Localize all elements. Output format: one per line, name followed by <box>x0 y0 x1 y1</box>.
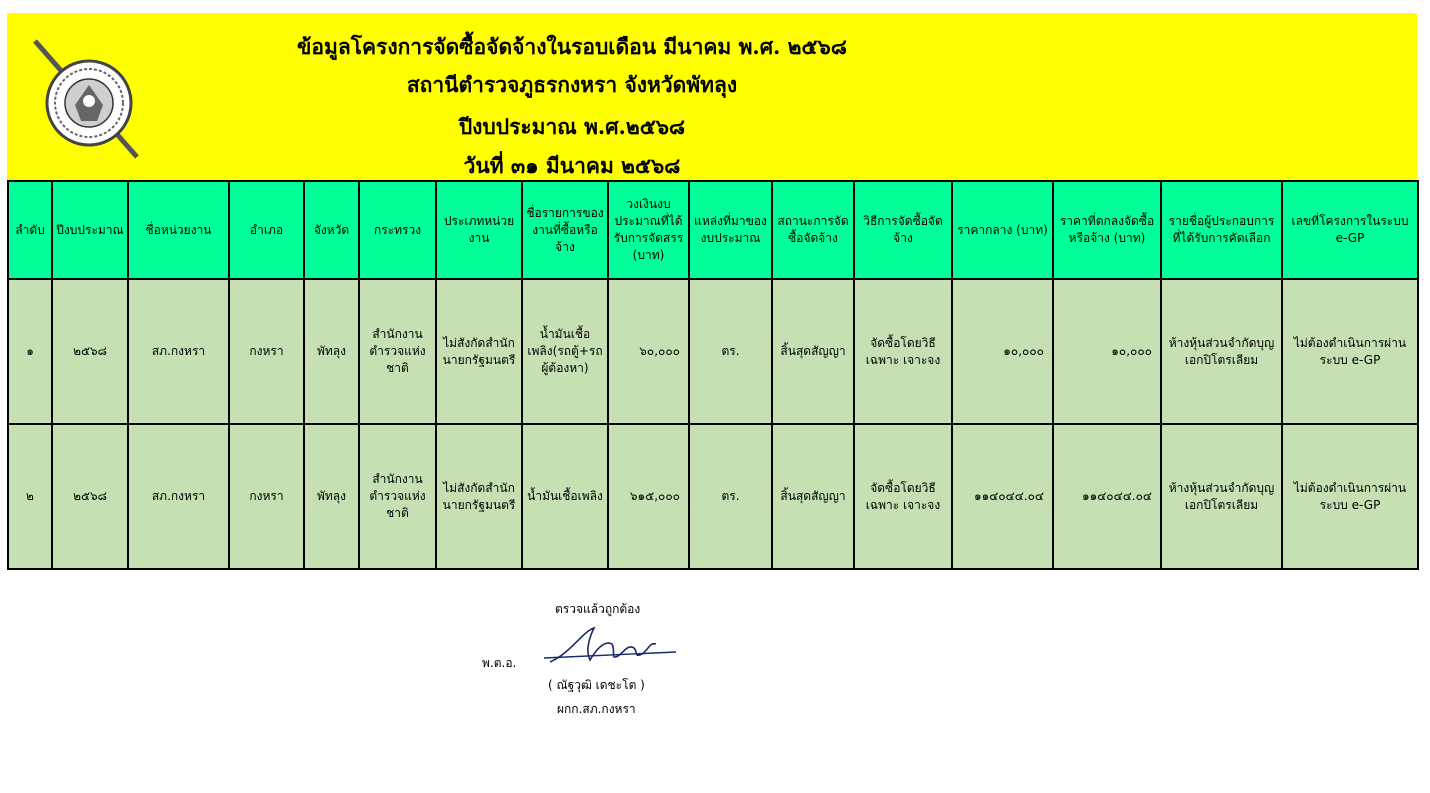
cell-status: สิ้นสุดสัญญา <box>772 424 854 569</box>
cell-vendor: ห้างหุ้นส่วนจำกัดบุญเอกปิโตรเลียม <box>1161 279 1282 424</box>
cell-status: สิ้นสุดสัญญา <box>772 279 854 424</box>
title-line-fiscal-year: ปีงบประมาณ พ.ศ.๒๕๖๘ <box>458 114 686 139</box>
cell-fiscal-year: ๒๕๖๘ <box>52 279 128 424</box>
cell-agency: สภ.กงหรา <box>128 279 229 424</box>
cell-fiscal-year: ๒๕๖๘ <box>52 424 128 569</box>
cell-egp-number: ไม่ต้องดำเนินการผ่านระบบ e-GP <box>1282 424 1418 569</box>
column-header: กระทรวง <box>359 181 436 279</box>
cell-budget-source: ตร. <box>689 424 772 569</box>
signer-name: ( ณัฐวุฒิ เดชะโต ) <box>548 678 645 692</box>
column-header: แหล่งที่มาของงบประมาณ <box>689 181 772 279</box>
cell-district: กงหรา <box>229 279 304 424</box>
cell-order: ๒ <box>8 424 52 569</box>
signature-block <box>470 600 690 720</box>
column-header: เลขที่โครงการในระบบ e-GP <box>1282 181 1418 279</box>
signer-position: ผกก.สภ.กงหรา <box>557 702 636 716</box>
cell-egp-number: ไม่ต้องดำเนินการผ่านระบบ e-GP <box>1282 279 1418 424</box>
title-line-month: ข้อมูลโครงการจัดซื้อจัดจ้างในรอบเดือน มีนาคม พ.ศ. ๒๕๖๘ <box>297 34 847 59</box>
cell-district: กงหรา <box>229 424 304 569</box>
cell-agency: สภ.กงหรา <box>128 424 229 569</box>
cell-budget-source: ตร. <box>689 279 772 424</box>
cell-item-name: น้ำมันเชื้อเพลิง <box>522 424 608 569</box>
column-header: ประเภทหน่วยงาน <box>436 181 522 279</box>
cell-province: พัทลุง <box>304 279 359 424</box>
column-header: วิธีการจัดซื้อจัดจ้าง <box>854 181 952 279</box>
column-header: จังหวัด <box>304 181 359 279</box>
cell-vendor: ห้างหุ้นส่วนจำกัดบุญเอกปิโตรเลียม <box>1161 424 1282 569</box>
cell-median-price: ๑๑๔๐๔๔.๐๔ <box>952 424 1053 569</box>
column-header: ราคาที่ตกลงจัดซื้อหรือจ้าง (บาท) <box>1053 181 1161 279</box>
title-line-station: สถานีตำรวจภูธรกงหรา จังหวัดพัทลุง <box>406 72 738 97</box>
cell-median-price: ๑๐,๐๐๐ <box>952 279 1053 424</box>
table-header-row <box>8 181 1418 279</box>
column-header: วงเงินงบประมาณที่ได้รับการจัดสรร (บาท) <box>608 181 689 279</box>
column-header: อำเภอ <box>229 181 304 279</box>
cell-agreed-price: ๑๑๔๐๔๔.๐๔ <box>1053 424 1161 569</box>
column-header: ราคากลาง (บาท) <box>952 181 1053 279</box>
table-row <box>8 279 1418 424</box>
cell-ministry: สำนักงานตำรวจแห่งชาติ <box>359 424 436 569</box>
cell-method: จัดซื้อโดยวิธีเฉพาะ เจาะจง <box>854 279 952 424</box>
procurement-table <box>7 180 1419 570</box>
cell-agency-type: ไม่สังกัดสำนักนายกรัฐมนตรี <box>436 279 522 424</box>
column-header: ชื่อหน่วยงาน <box>128 181 229 279</box>
column-header: ลำดับ <box>8 181 52 279</box>
checked-label: ตรวจแล้วถูกต้อง <box>555 602 641 616</box>
rank-label: พ.ต.อ. <box>482 656 517 670</box>
column-header: รายชื่อผู้ประกอบการที่ได้รับการคัดเลือก <box>1161 181 1282 279</box>
cell-agreed-price: ๑๐,๐๐๐ <box>1053 279 1161 424</box>
cell-province: พัทลุง <box>304 424 359 569</box>
table-row <box>8 424 1418 569</box>
handwritten-signature-icon <box>542 622 682 672</box>
cell-budget: ๖๑๕,๐๐๐ <box>608 424 689 569</box>
cell-budget: ๖๐,๐๐๐ <box>608 279 689 424</box>
header-banner <box>7 13 1417 181</box>
title-line-date: วันที่ ๓๑ มีนาคม ๒๕๖๘ <box>463 153 681 178</box>
cell-item-name: น้ำมันเชื้อเพลิง(รถตู้+รถผู้ต้องหา) <box>522 279 608 424</box>
cell-agency-type: ไม่สังกัดสำนักนายกรัฐมนตรี <box>436 424 522 569</box>
column-header: ชื่อรายการของงานที่ซื้อหรือจ้าง <box>522 181 608 279</box>
cell-ministry: สำนักงานตำรวจแห่งชาติ <box>359 279 436 424</box>
column-header: สถานะการจัดซื้อจัดจ้าง <box>772 181 854 279</box>
cell-order: ๑ <box>8 279 52 424</box>
cell-method: จัดซื้อโดยวิธีเฉพาะ เจาะจง <box>854 424 952 569</box>
column-header: ปีงบประมาณ <box>52 181 128 279</box>
